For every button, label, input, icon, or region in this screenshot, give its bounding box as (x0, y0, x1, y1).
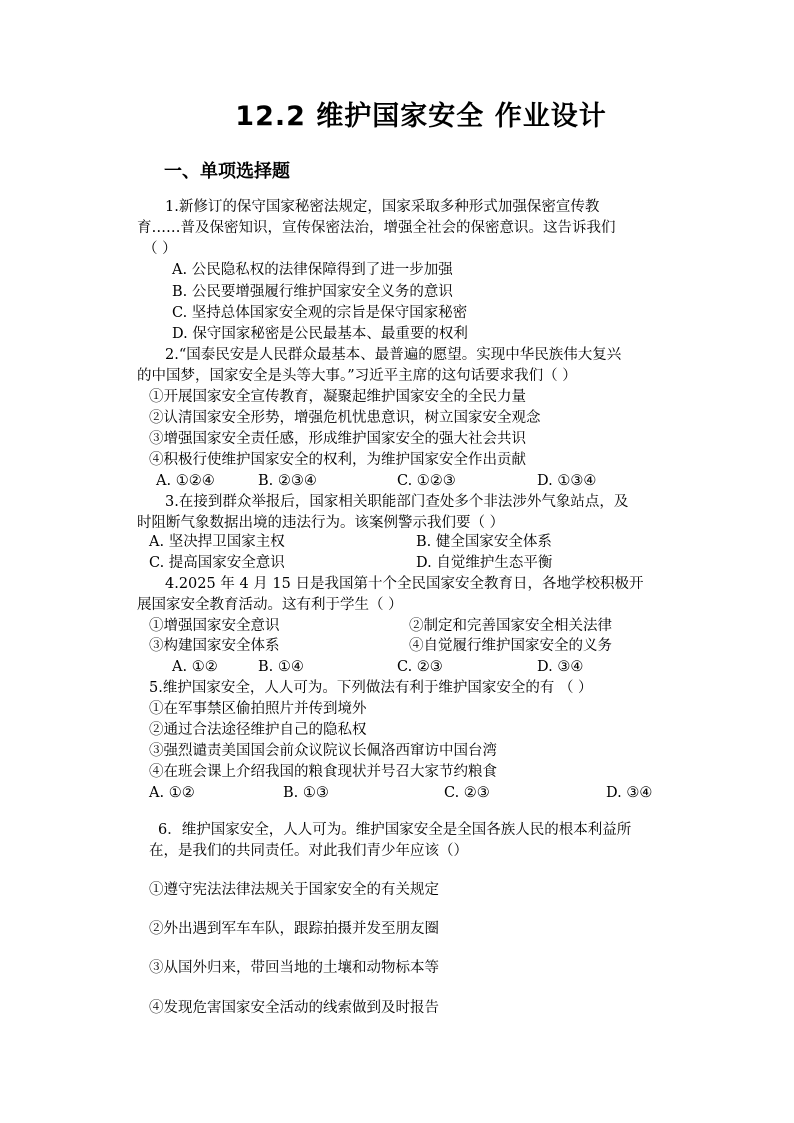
question-1-answer-blank: （ ） (143, 241, 177, 257)
question-6-statement-3: ③从国外归来，带回当地的土壤和动物标本等 (149, 960, 439, 976)
question-2-option-b: B. ②③④ (258, 473, 317, 489)
question-2-statement-2: ②认清国家安全形势，增强危机忧患意识，树立国家安全观念 (149, 410, 541, 426)
question-4-option-a: A. ①② (172, 659, 218, 675)
document-title: 12.2 维护国家安全 作业设计 (235, 101, 607, 132)
question-1-stem-line-1: 1.新修订的保守国家秘密法规定，国家采取多种形式加强保密宣传教 (165, 199, 600, 215)
question-5-stem: 5.维护国家安全，人人可为。下列做法有利于维护国家安全的有 （ ） (149, 680, 593, 696)
question-2-statement-3: ③增强国家安全责任感，形成维护国家安全的强大社会共识 (149, 431, 526, 447)
question-4-stem-line-1: 4.2025 年 4 月 15 日是我国第十个全民国家安全教育日，各地学校积极开 (165, 576, 644, 592)
question-1-option-c: C. 坚持总体国家安全观的宗旨是保守国家秘密 (172, 305, 468, 321)
question-5-option-b: B. ①③ (283, 785, 329, 801)
question-2-stem-line-2: 的中国梦，国家安全是头等大事。”习近平主席的这句话要求我们（ ） (137, 368, 577, 384)
question-5-option-c: C. ②③ (444, 785, 490, 801)
question-1-stem-line-2: 育……普及保密知识，宣传保密法治，增强全社会的保密意识。这告诉我们 (137, 220, 616, 236)
question-5-option-d: D. ③④ (606, 785, 653, 801)
question-3-option-d: D. 自觉维护生态平衡 (416, 555, 553, 571)
question-4-statement-4: ④自觉履行维护国家安全的义务 (409, 638, 612, 654)
question-2-option-c: C. ①②③ (397, 473, 456, 489)
question-2-statement-1: ①开展国家安全宣传教育，凝聚起维护国家安全的全民力量 (149, 389, 526, 405)
question-6-stem-line-1: 6．维护国家安全，人人可为。维护国家安全是全国各族人民的根本利益所 (158, 822, 632, 838)
question-2-option-d: D. ①③④ (537, 473, 597, 489)
section-heading: 一、单项选择题 (164, 161, 290, 182)
question-2-option-a: A. ①②④ (156, 473, 215, 489)
question-1-option-b: B. 公民要增强履行维护国家安全义务的意识 (172, 284, 453, 300)
question-2-stem-line-1: 2.“国泰民安是人民群众最基本、最普遍的愿望。实现中华民族伟大复兴 (165, 347, 622, 363)
question-6-statement-4: ④发现危害国家安全活动的线索做到及时报告 (149, 1000, 439, 1016)
question-4-statement-3: ③构建国家安全体系 (149, 638, 280, 654)
question-5-statement-4: ④在班会课上介绍我国的粮食现状并号召大家节约粮食 (149, 764, 497, 780)
question-5-option-a: A. ①② (149, 785, 195, 801)
question-4-statement-2: ②制定和完善国家安全相关法律 (409, 618, 612, 634)
question-1-option-d: D. 保守国家秘密是公民最基本、最重要的权利 (172, 326, 468, 342)
question-2-statement-4: ④积极行使维护国家安全的权利，为维护国家安全作出贡献 (149, 452, 526, 468)
question-5-statement-3: ③强烈谴责美国国会前众议院议长佩洛西窜访中国台湾 (149, 743, 497, 759)
question-3-option-a: A. 坚决捍卫国家主权 (149, 534, 285, 550)
question-5-statement-2: ②通过合法途径维护自己的隐私权 (149, 722, 367, 738)
question-6-statement-1: ①遵守宪法法律法规关于国家安全的有关规定 (149, 882, 439, 898)
question-4-statement-1: ①增强国家安全意识 (149, 618, 280, 634)
question-1-option-a: A. 公民隐私权的法律保障得到了进一步加强 (172, 262, 453, 278)
question-4-option-c: C. ②③ (397, 659, 443, 675)
question-6-stem-line-2: 在，是我们的共同责任。对此我们青少年应该（） (149, 843, 468, 859)
question-4-stem-line-2: 展国家安全教育活动。这有利于学生（ ） (137, 597, 403, 613)
question-3-option-b: B. 健全国家安全体系 (416, 534, 552, 550)
question-4-option-d: D. ③④ (537, 659, 584, 675)
question-6-statement-2: ②外出遇到军车车队，跟踪拍摄并发至朋友圈 (149, 921, 439, 937)
question-3-stem-line-2: 时阻断气象数据出境的违法行为。该案例警示我们要（ ） (137, 515, 505, 531)
question-3-option-c: C. 提高国家安全意识 (149, 555, 285, 571)
question-4-option-b: B. ①④ (258, 659, 304, 675)
question-5-statement-1: ①在军事禁区偷拍照片并传到境外 (149, 701, 367, 717)
question-3-stem-line-1: 3.在接到群众举报后，国家相关职能部门查处多个非法涉外气象站点，及 (165, 494, 629, 510)
